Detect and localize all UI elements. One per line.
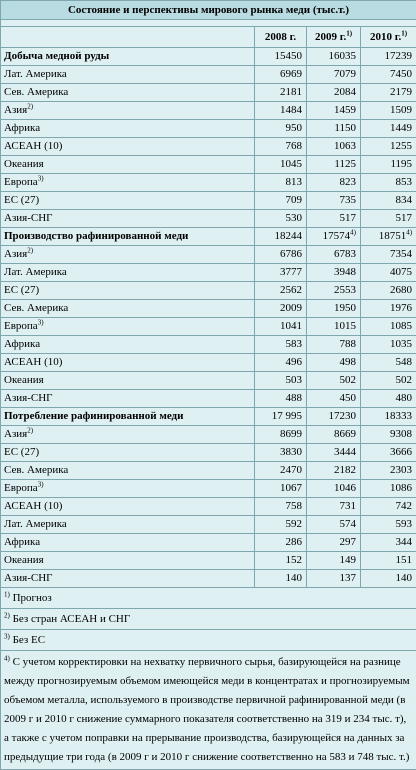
region-label: Азия-СНГ: [4, 392, 53, 404]
table-row: [1, 66, 416, 84]
value-cell: 3777: [255, 264, 307, 282]
value-cell: 1484: [255, 102, 307, 120]
section-name: Добыча медной руды: [1, 48, 255, 66]
value-cell: 823: [307, 174, 361, 192]
region-name: [1, 318, 255, 336]
footnote-mark: 4): [4, 654, 10, 662]
value-text: 16035: [329, 50, 357, 62]
region-name: [1, 138, 255, 156]
value-text: 17574: [323, 230, 351, 242]
value-cell: 853: [361, 174, 416, 192]
section-total-value: [255, 48, 307, 66]
value-cell: 8669: [307, 426, 361, 444]
value-cell: 574: [307, 516, 361, 534]
value-text: 18751: [379, 230, 407, 242]
value-cell: 731: [307, 498, 361, 516]
table-row: [1, 552, 416, 570]
region-name: [1, 444, 255, 462]
footnote-row: [1, 651, 416, 770]
header-year-2009: 2009 г.$^{1)}$: [307, 27, 361, 48]
value-cell: 1509: [361, 102, 416, 120]
section-total-value: [361, 48, 416, 66]
region-name: [1, 282, 255, 300]
value-text: 17 995: [272, 410, 302, 422]
value-cell: 450: [307, 390, 361, 408]
region-label: Лат. Америка: [4, 266, 67, 278]
region-label: Африка: [4, 338, 40, 350]
value-cell: 344: [361, 534, 416, 552]
region-label: Лат. Америка: [4, 68, 67, 80]
region-name: [1, 498, 255, 516]
value-cell: 1255: [361, 138, 416, 156]
value-cell: 758: [255, 498, 307, 516]
value-cell: 3948: [307, 264, 361, 282]
value-cell: 813: [255, 174, 307, 192]
section-total-value: [255, 228, 307, 246]
region-label: Азия: [4, 428, 27, 440]
table-body: [1, 1, 416, 770]
value-cell: 3830: [255, 444, 307, 462]
value-cell: 2009: [255, 300, 307, 318]
value-cell: 2182: [307, 462, 361, 480]
table-title: Состояние и перспективы мирового рынка меди (тыс.т.): [1, 1, 416, 20]
value-cell: 152: [255, 552, 307, 570]
value-cell: 1459: [307, 102, 361, 120]
region-label: ЕС (27): [4, 194, 39, 206]
footnote-mark: 4): [350, 228, 356, 236]
region-label: Европа: [4, 482, 38, 494]
table-row: [1, 264, 416, 282]
region-name: [1, 246, 255, 264]
region-label: Океания: [4, 554, 44, 566]
value-cell: 1041: [255, 318, 307, 336]
region-label: Европа: [4, 320, 38, 332]
region-label: Африка: [4, 122, 40, 134]
table-row: [1, 192, 416, 210]
value-cell: 517: [307, 210, 361, 228]
footnote-text: Без ЕС: [10, 634, 45, 646]
region-name: [1, 390, 255, 408]
spacer-cell: [1, 20, 416, 27]
region-name: [1, 300, 255, 318]
value-cell: 834: [361, 192, 416, 210]
value-cell: 137: [307, 570, 361, 588]
value-cell: 583: [255, 336, 307, 354]
value-cell: 1086: [361, 480, 416, 498]
table-row: [1, 210, 416, 228]
region-label: АСЕАН (10): [4, 500, 62, 512]
value-cell: 1449: [361, 120, 416, 138]
value-cell: 1067: [255, 480, 307, 498]
value-text: 18333: [385, 410, 413, 422]
value-cell: 548: [361, 354, 416, 372]
value-cell: 2084: [307, 84, 361, 102]
header-year-2008: 2008 г.: [255, 27, 307, 48]
footnote-cell: [1, 651, 416, 770]
table-row: [1, 444, 416, 462]
region-name: [1, 102, 255, 120]
value-cell: 1950: [307, 300, 361, 318]
region-label: Сев. Америка: [4, 464, 68, 476]
table-row: [1, 246, 416, 264]
section-total-value: [307, 408, 361, 426]
section-total-value: [307, 48, 361, 66]
value-cell: 140: [361, 570, 416, 588]
value-cell: 488: [255, 390, 307, 408]
footnote-mark: 2): [27, 426, 33, 434]
footnote-mark: 2): [4, 611, 10, 619]
value-cell: 2470: [255, 462, 307, 480]
value-cell: 8699: [255, 426, 307, 444]
region-name: [1, 426, 255, 444]
value-cell: 2181: [255, 84, 307, 102]
value-text: 18244: [275, 230, 303, 242]
table-row: [1, 426, 416, 444]
value-text: 15450: [275, 50, 303, 62]
region-label: АСЕАН (10): [4, 140, 62, 152]
region-name: [1, 156, 255, 174]
value-cell: 1046: [307, 480, 361, 498]
region-label: Океания: [4, 374, 44, 386]
region-name: [1, 210, 255, 228]
table-row: [1, 390, 416, 408]
region-name: [1, 462, 255, 480]
value-cell: 2303: [361, 462, 416, 480]
region-label: ЕС (27): [4, 284, 39, 296]
value-cell: 950: [255, 120, 307, 138]
value-cell: 4075: [361, 264, 416, 282]
region-name: [1, 84, 255, 102]
region-name: [1, 264, 255, 282]
value-cell: 7079: [307, 66, 361, 84]
value-cell: 9308: [361, 426, 416, 444]
region-label: Сев. Америка: [4, 302, 68, 314]
title-row: [1, 1, 416, 20]
section-name: Производство рафинированной меди: [1, 228, 255, 246]
section-total-value: [255, 408, 307, 426]
footnote-text: Без стран АСЕАН и СНГ: [10, 613, 130, 625]
table-row: [1, 498, 416, 516]
header-empty-cell: [1, 27, 255, 48]
section-total-value: [361, 228, 416, 246]
table-row: [1, 102, 416, 120]
footnote-cell: [1, 609, 416, 630]
value-cell: 1125: [307, 156, 361, 174]
footnote-text: С учетом корректировки на нехватку первичного сырья, базирующейся на разнице между прогнозируемым объемом имеющейся меди в концентратах и прогнозируемым объемом металла, используемого в производстве первичной рафинированной меди (в 2009 г и 2010 г снижение суммарного показателя соответственно на 319 и 234 тыс. т), а также с учетом поправки на прерывание производства, базирующейся на данных за предыдущие три года (в 2009 г и 2010 г снижение соответственно на 583 и 748 тыс. т.): [4, 656, 410, 763]
table-row: [1, 354, 416, 372]
region-name: [1, 120, 255, 138]
table-row: [1, 570, 416, 588]
value-cell: 6969: [255, 66, 307, 84]
value-cell: 498: [307, 354, 361, 372]
value-cell: 286: [255, 534, 307, 552]
header-year-2010: 2010 г.$^{1)}$: [361, 27, 416, 48]
region-name: [1, 372, 255, 390]
footnote-mark: 3): [38, 480, 44, 488]
section-total-value: [307, 228, 361, 246]
region-name: [1, 552, 255, 570]
spacer-row: [1, 20, 416, 27]
value-cell: 480: [361, 390, 416, 408]
value-cell: 530: [255, 210, 307, 228]
value-cell: 6786: [255, 246, 307, 264]
value-cell: 517: [361, 210, 416, 228]
region-label: Азия: [4, 104, 27, 116]
section-row: [1, 48, 416, 66]
section-row: [1, 228, 416, 246]
footnote-mark: 1): [4, 590, 10, 598]
region-name: [1, 354, 255, 372]
value-cell: 502: [307, 372, 361, 390]
value-cell: 1035: [361, 336, 416, 354]
section-row: [1, 408, 416, 426]
value-cell: 1063: [307, 138, 361, 156]
value-cell: 149: [307, 552, 361, 570]
footnote-mark: 3): [38, 318, 44, 326]
value-cell: 7354: [361, 246, 416, 264]
region-label: Африка: [4, 536, 40, 548]
value-cell: 709: [255, 192, 307, 210]
table-row: [1, 516, 416, 534]
value-cell: 1015: [307, 318, 361, 336]
footnote-row: [1, 630, 416, 651]
value-cell: 502: [361, 372, 416, 390]
table-row: [1, 336, 416, 354]
region-name: [1, 174, 255, 192]
table-row: [1, 462, 416, 480]
value-cell: 742: [361, 498, 416, 516]
footnote-mark: 4): [406, 228, 412, 236]
region-name: [1, 516, 255, 534]
table-row: [1, 156, 416, 174]
value-cell: 140: [255, 570, 307, 588]
table-row: [1, 120, 416, 138]
value-cell: 7450: [361, 66, 416, 84]
region-name: [1, 336, 255, 354]
region-label: Азия: [4, 248, 27, 260]
table-row: [1, 84, 416, 102]
value-cell: 2553: [307, 282, 361, 300]
value-cell: 592: [255, 516, 307, 534]
footnote-mark: 3): [38, 174, 44, 182]
region-label: Азия-СНГ: [4, 212, 53, 224]
value-cell: 6783: [307, 246, 361, 264]
footnote-mark: 3): [4, 632, 10, 640]
region-label: Океания: [4, 158, 44, 170]
value-cell: 768: [255, 138, 307, 156]
table-row: [1, 300, 416, 318]
value-cell: 3444: [307, 444, 361, 462]
footnote-mark: 2): [27, 102, 33, 110]
table-row: [1, 534, 416, 552]
section-total-value: [361, 408, 416, 426]
value-cell: 503: [255, 372, 307, 390]
table-row: [1, 480, 416, 498]
table-row: [1, 174, 416, 192]
value-cell: 2680: [361, 282, 416, 300]
footnote-cell: [1, 588, 416, 609]
region-name: [1, 192, 255, 210]
section-name: Потребление рафинированной меди: [1, 408, 255, 426]
footnote-row: [1, 609, 416, 630]
region-label: Лат. Америка: [4, 518, 67, 530]
value-text: 17230: [329, 410, 357, 422]
table-row: [1, 318, 416, 336]
region-name: [1, 534, 255, 552]
value-cell: 593: [361, 516, 416, 534]
value-cell: 2179: [361, 84, 416, 102]
region-label: Азия-СНГ: [4, 572, 53, 584]
table-row: [1, 282, 416, 300]
value-cell: 151: [361, 552, 416, 570]
value-cell: 1085: [361, 318, 416, 336]
value-cell: 1150: [307, 120, 361, 138]
value-text: 17239: [385, 50, 413, 62]
table-row: [1, 138, 416, 156]
value-cell: 2562: [255, 282, 307, 300]
header-row: [1, 27, 416, 48]
region-name: [1, 570, 255, 588]
value-cell: 1976: [361, 300, 416, 318]
value-cell: 1045: [255, 156, 307, 174]
value-cell: 1195: [361, 156, 416, 174]
value-cell: 735: [307, 192, 361, 210]
table-row: [1, 372, 416, 390]
region-label: Сев. Америка: [4, 86, 68, 98]
value-cell: 3666: [361, 444, 416, 462]
footnote-cell: [1, 630, 416, 651]
region-name: [1, 66, 255, 84]
region-name: [1, 480, 255, 498]
footnote-mark: 2): [27, 246, 33, 254]
value-cell: 297: [307, 534, 361, 552]
footnote-row: [1, 588, 416, 609]
region-label: АСЕАН (10): [4, 356, 62, 368]
value-cell: 496: [255, 354, 307, 372]
region-label: Европа: [4, 176, 38, 188]
value-cell: 788: [307, 336, 361, 354]
region-label: ЕС (27): [4, 446, 39, 458]
footnote-text: Прогноз: [10, 592, 52, 604]
